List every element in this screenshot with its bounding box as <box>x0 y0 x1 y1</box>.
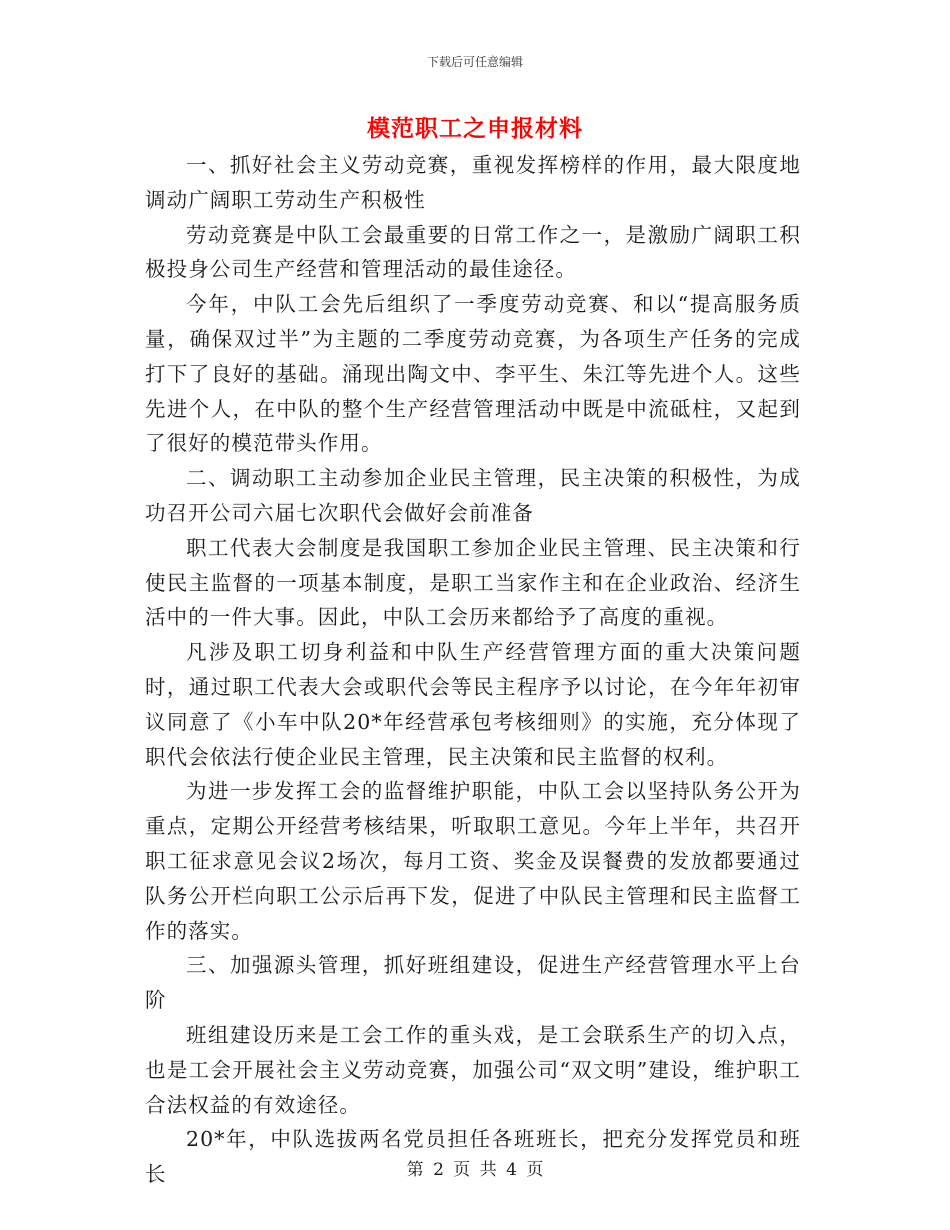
paragraph: 劳动竞赛是中队工会最重要的日常工作之一，是激励广阔职工积极投身公司生产经营和管理活动的最佳途径。 <box>145 222 801 282</box>
page-number-footer: 第 2 页 共 4 页 <box>406 1160 544 1180</box>
paragraph: 凡涉及职工切身利益和中队生产经营管理方面的重大决策问题时，通过职工代表大会或职代会等民主程序予以讨论，在今年年初审议同意了《小车中队20*年经营承包考核细则》的实施，充分体现了职代会依法行使企业民主管理，民主决策和民主监督的权利。 <box>145 640 801 769</box>
header-note: 下载后可任意编辑 <box>426 55 523 69</box>
paragraph: 二、调动职工主动参加企业民主管理，民主决策的积极性，为成功召开公司六届七次职代会做好会前准备 <box>145 466 801 525</box>
paragraph: 今年，中队工会先后组织了一季度劳动竞赛、和以“提高服务质量，确保双过半”为主题的二季度劳动竞赛，为各项生产任务的完成打下了良好的基础。涌现出陶文中、李平生、朱江等先进个人。这些先进个人，在中队的整个生产经营管理活动中既是中流砥柱，又起到了很好的模范带头作用。 <box>145 292 801 456</box>
document-body <box>145 148 801 1192</box>
paragraph: 职工代表大会制度是我国职工参加企业民主管理、民主决策和行使民主监督的一项基本制度，是职工当家作主和在企业政治、经济生活中的一件大事。因此，中队工会历来都给予了高度的重视。 <box>145 535 801 630</box>
paragraph: 班组建设历来是工会工作的重头戏，是工会联系生产的切入点，也是工会开展社会主义劳动竞赛，加强公司“双文明”建设，维护职工合法权益的有效途径。 <box>145 1022 801 1117</box>
paragraph: 一、抓好社会主义劳动竞赛，重视发挥榜样的作用，最大限度地调动广阔职工劳动生产积极性 <box>145 153 801 212</box>
paragraph: 三、加强源头管理，抓好班组建设，促进生产经营管理水平上台阶 <box>145 953 801 1013</box>
document-title: 模范职工之申报材料 <box>367 115 583 142</box>
paragraph: 为进一步发挥工会的监督维护职能，中队工会以坚持队务公开为重点，定期公开经营考核结果，听取职工意见。今年上半年，共召开职工征求意见会议2场次，每月工资、奖金及误餐费的发放都要通过队务公开栏向职工公示后再下发，促进了中队民主管理和民主监督工作的落实。 <box>145 779 801 943</box>
paragraph: 20*年，中队选拔两名党员担任各班班长，把充分发挥党员和班长 <box>145 1127 801 1187</box>
